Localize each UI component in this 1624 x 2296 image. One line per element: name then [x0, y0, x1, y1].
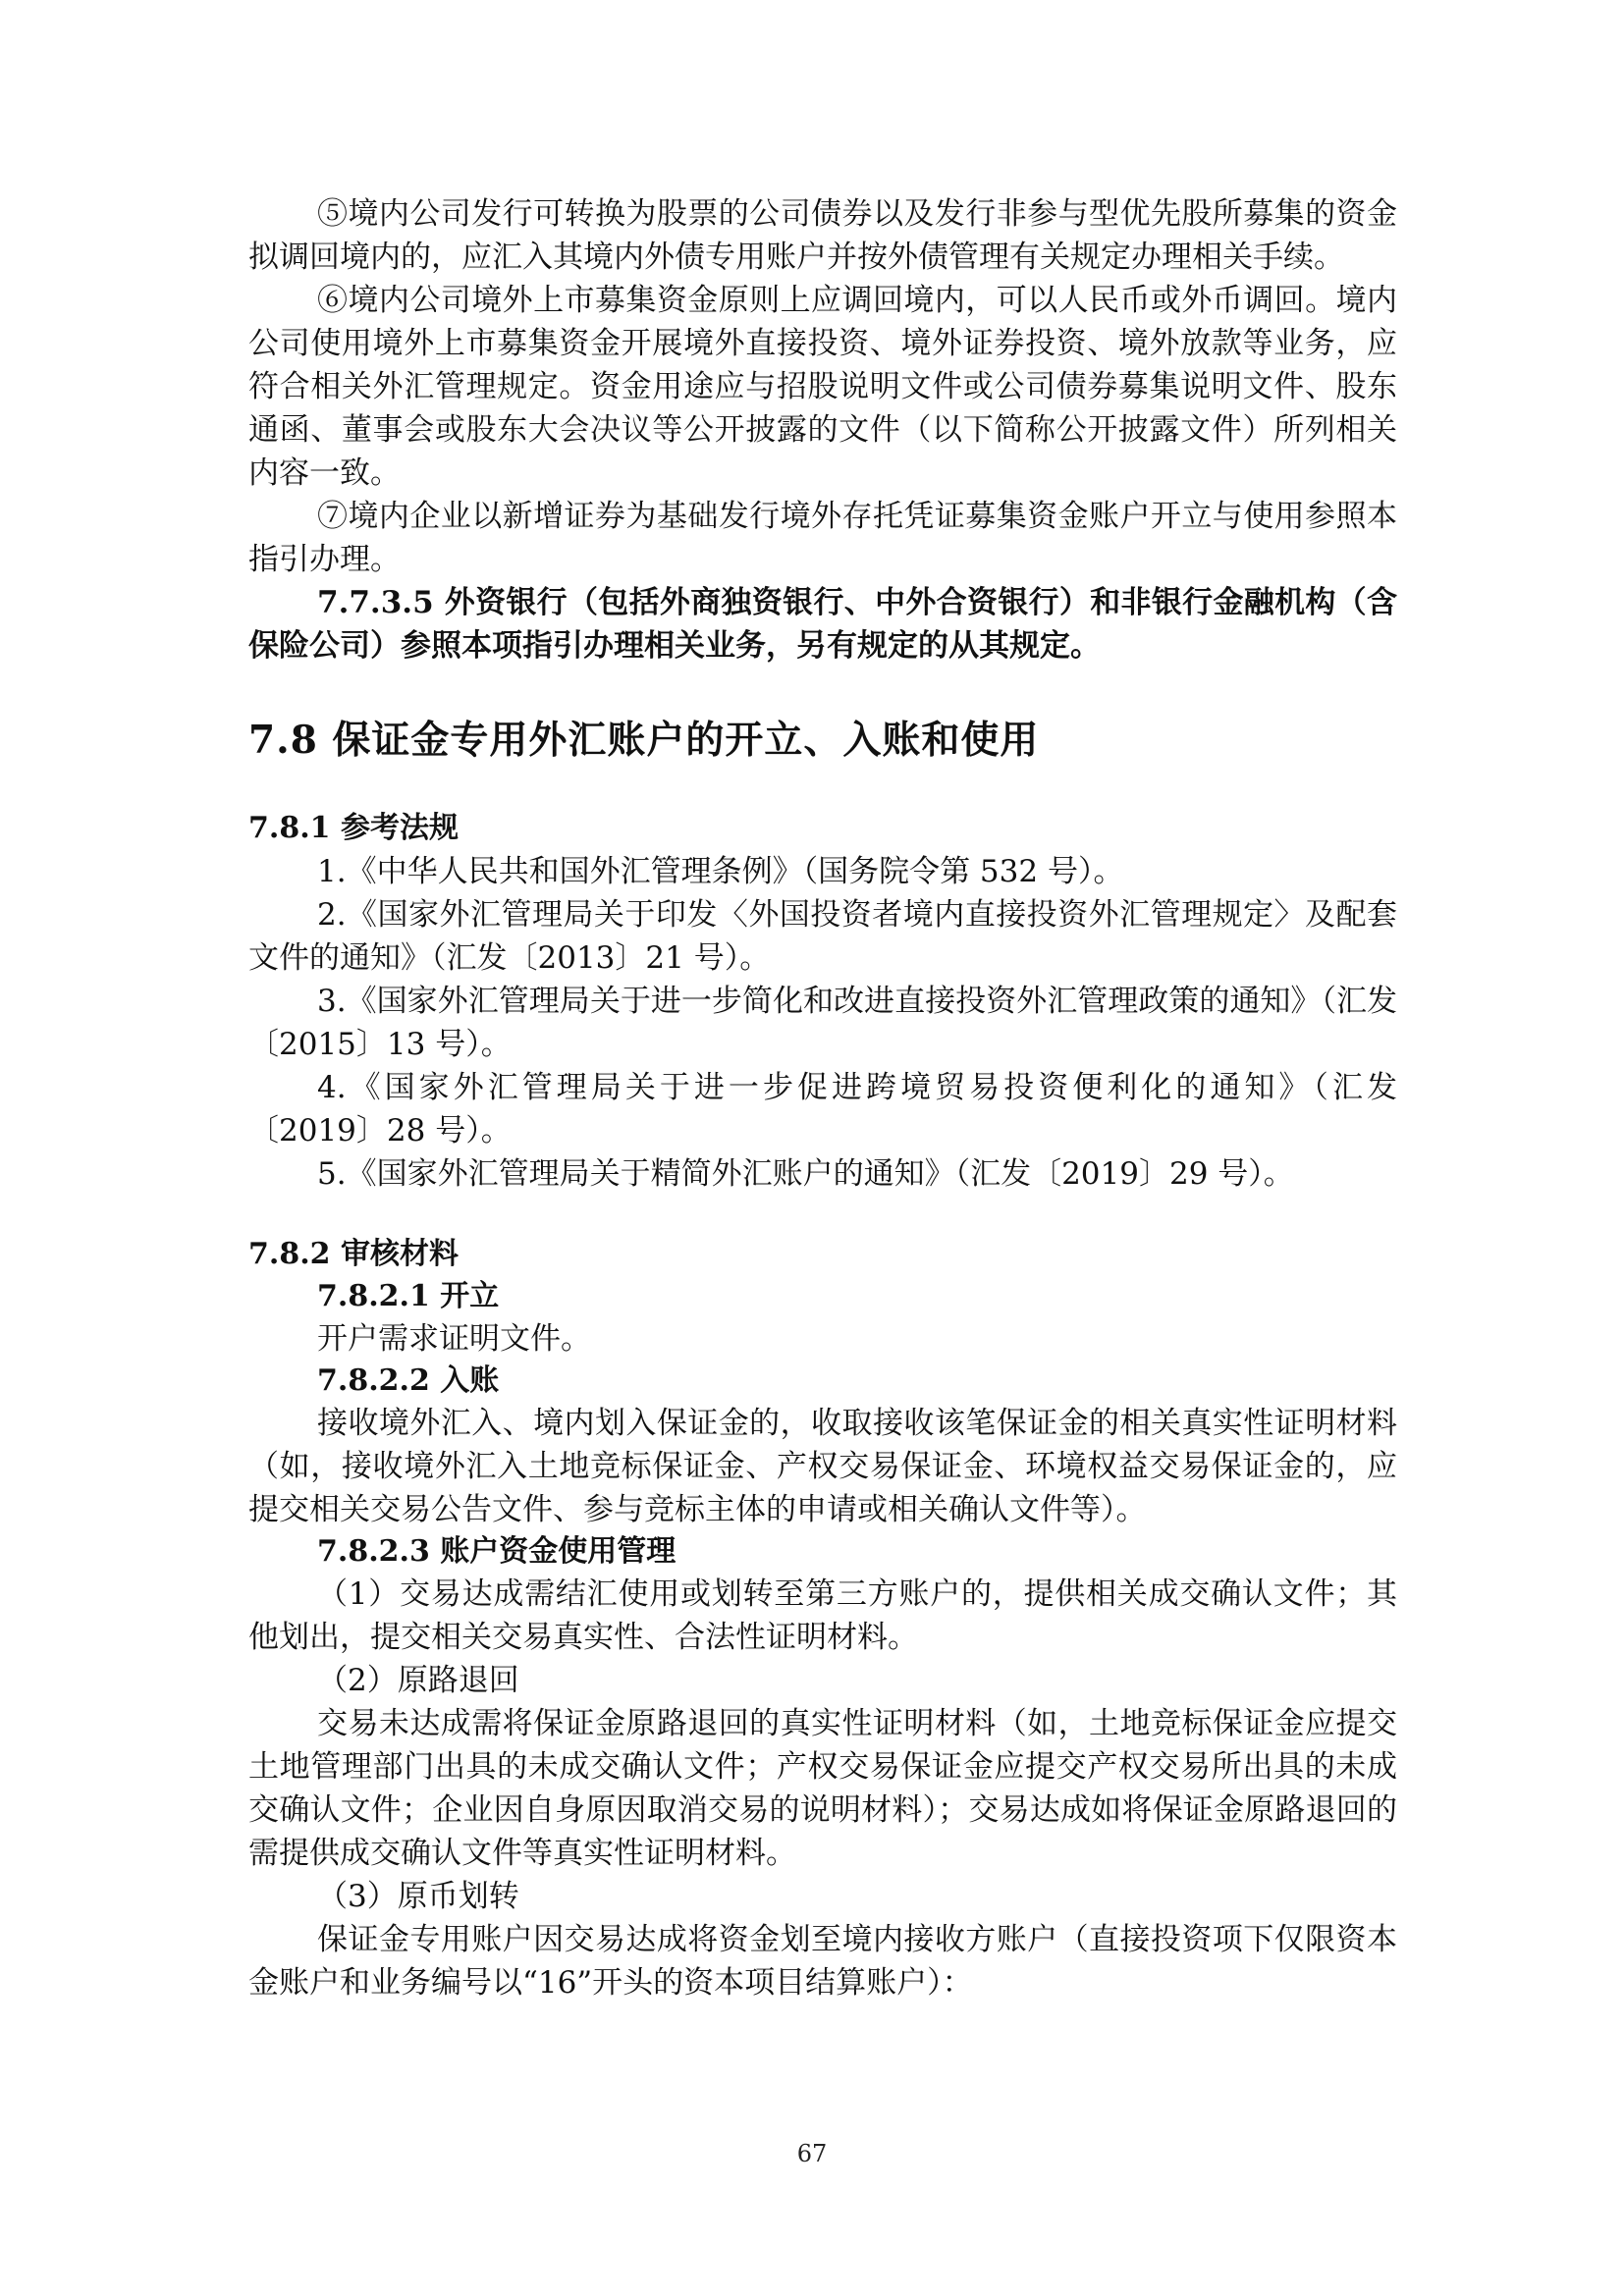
paragraph-5: ⑤境内公司发行可转换为股票的公司债券以及发行非参与型优先股所募集的资金拟调回境内的，应汇入其境内外债专用账户并按外债管理有关规定办理相关手续。 [248, 196, 1397, 275]
subsection-title-782: 7.8.2 审核材料 [248, 1237, 459, 1271]
use-item-3-text: 保证金专用账户因交易达成将资金划至境内接收方账户（直接投资项下仅限资本金账户和业务编号以“16”开头的资本项目结算账户）： [248, 1922, 1397, 2001]
heading-7823: 7.8.2.3 账户资金使用管理 [317, 1534, 677, 1569]
use-item-2-title: （2）原路退回 [317, 1663, 519, 1698]
page-body [248, 192, 1397, 2004]
use-item-2-text: 交易未达成需将保证金原路退回的真实性证明材料（如，土地竞标保证金应提交土地管理部门出具的未成交确认文件；产权交易保证金应提交产权交易所出具的未成交确认文件；企业因自身原因取消交易的说明材料）；交易达成如将保证金原路退回的需提供成交确认文件等真实性证明材料。 [248, 1706, 1397, 1871]
heading-7822: 7.8.2.2 入账 [317, 1363, 500, 1398]
paragraph-7: ⑦境内企业以新增证券为基础发行境外存托凭证募集资金账户开立与使用参照本指引办理。 [248, 499, 1397, 577]
regulation-item-3: 3.《国家外汇管理局关于进一步简化和改进直接投资外汇管理政策的通知》（汇发〔2015〕13 号）。 [248, 984, 1397, 1062]
section-title-78: 7.8 保证金专用外汇账户的开立、入账和使用 [248, 718, 1040, 763]
text-7822: 接收境外汇入、境内划入保证金的，收取接收该笔保证金的相关真实性证明材料（如，接收境外汇入土地竞标保证金、产权交易保证金、环境权益交易保证金的，应提交相关交易公告文件、参与竞标主体的申请或相关确认文件等）。 [248, 1406, 1397, 1527]
clause-7735: 7.7.3.5 外资银行（包括外商独资银行、中外合资银行）和非银行金融机构（含保险公司）参照本项指引办理相关业务，另有规定的从其规定。 [248, 585, 1397, 664]
regulation-item-4: 4.《国家外汇管理局关于进一步促进跨境贸易投资便利化的通知》（汇发〔2019〕28 号）。 [248, 1070, 1397, 1148]
text-7821: 开户需求证明文件。 [317, 1321, 591, 1357]
use-item-3-title: （3）原币划转 [317, 1879, 519, 1914]
page-number: 67 [796, 2140, 828, 2167]
paragraph-6: ⑥境内公司境外上市募集资金原则上应调回境内，可以人民币或外币调回。境内公司使用境外上市募集资金开展境外直接投资、境外证券投资、境外放款等业务，应符合相关外汇管理规定。资金用途应与招股说明文件或公司债券募集说明文件、股东通函、董事会或股东大会决议等公开披露的文件（以下简称公开披露文件）所列相关内容一致。 [248, 283, 1397, 491]
heading-7821: 7.8.2.1 开立 [317, 1279, 500, 1313]
use-item-1: （1）交易达成需结汇使用或划转至第三方账户的，提供相关成交确认文件；其他划出，提交相关交易真实性、合法性证明材料。 [248, 1576, 1397, 1655]
regulation-item-5: 5.《国家外汇管理局关于精简外汇账户的通知》（汇发〔2019〕29 号）。 [317, 1156, 1294, 1192]
regulation-item-2: 2.《国家外汇管理局关于印发〈外国投资者境内直接投资外汇管理规定〉及配套文件的通知》（汇发〔2013〕21 号）。 [248, 897, 1397, 976]
subsection-title-781: 7.8.1 参考法规 [248, 811, 459, 845]
regulation-item-1: 1.《中华人民共和国外汇管理条例》（国务院令第 532 号）。 [317, 854, 1124, 889]
